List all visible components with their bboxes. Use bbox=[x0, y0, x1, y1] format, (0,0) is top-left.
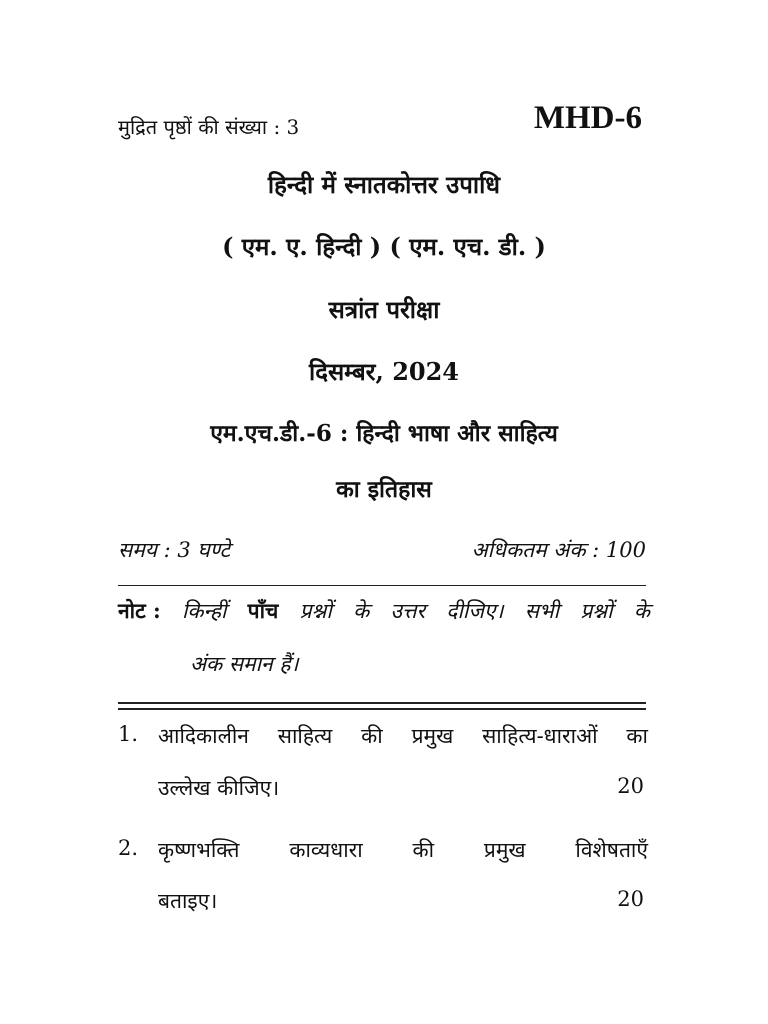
question-word: की bbox=[412, 838, 435, 862]
note-word: किन्हीं bbox=[181, 599, 227, 623]
double-rule-top bbox=[118, 702, 646, 704]
course-title-line1: एम.एच.डी.-6 : हिन्दी भाषा और साहित्य bbox=[210, 420, 558, 447]
question-word: कृष्णभक्ति bbox=[158, 838, 240, 862]
course-title-line2: का इतिहास bbox=[336, 476, 432, 503]
double-rule-bottom bbox=[118, 708, 646, 710]
exam-session: दिसम्बर, 2024 bbox=[308, 357, 459, 386]
question-word: साहित्य-धाराओं bbox=[482, 724, 598, 748]
question-word: की bbox=[361, 724, 383, 748]
max-marks: अधिकतम अंक : 100 bbox=[471, 538, 646, 562]
exam-time: समय : 3 घण्टे bbox=[118, 538, 231, 562]
question-line2: बताइए। bbox=[158, 889, 218, 913]
question-line1 bbox=[158, 836, 648, 864]
question-word: विशेषताएँ bbox=[575, 838, 648, 862]
exam-title: सत्रांत परीक्षा bbox=[328, 295, 440, 324]
question-line1 bbox=[158, 722, 648, 750]
note-word: के bbox=[353, 599, 370, 623]
note-word: दीजिए। bbox=[446, 599, 504, 623]
question-word: प्रमुख bbox=[483, 838, 526, 862]
note-label: नोट : bbox=[118, 598, 161, 623]
question-marks: 20 bbox=[617, 774, 644, 798]
program-abbreviation: ( एम. ए. हिन्दी ) ( एम. एच. डी. ) bbox=[222, 232, 546, 261]
divider-line bbox=[118, 585, 646, 586]
note-line1 bbox=[118, 597, 650, 625]
question-number: 1. bbox=[118, 722, 139, 746]
question-number: 2. bbox=[118, 836, 139, 860]
note-line2: अंक समान हैं। bbox=[190, 652, 299, 676]
note-word: के bbox=[633, 599, 650, 623]
note-word: प्रश्नों bbox=[580, 599, 613, 623]
question-marks: 20 bbox=[617, 887, 644, 911]
printed-pages-count: मुद्रित पृष्ठों की संख्या : 3 bbox=[118, 115, 300, 139]
question-word: आदिकालीन bbox=[158, 724, 249, 748]
note-word-emphasis: पाँच bbox=[247, 598, 279, 623]
note-word: प्रश्नों bbox=[299, 599, 332, 623]
question-word: काव्यधारा bbox=[289, 838, 363, 862]
question-word: प्रमुख bbox=[411, 724, 454, 748]
note-word: सभी bbox=[524, 599, 560, 623]
question-word: साहित्य bbox=[277, 724, 333, 748]
note-word: उत्तर bbox=[390, 599, 426, 623]
question-word: का bbox=[626, 724, 648, 748]
paper-code: MHD-6 bbox=[533, 100, 642, 136]
question-line2: उल्लेख कीजिए। bbox=[158, 776, 280, 800]
program-title: हिन्दी में स्नातकोत्तर उपाधि bbox=[267, 170, 501, 199]
